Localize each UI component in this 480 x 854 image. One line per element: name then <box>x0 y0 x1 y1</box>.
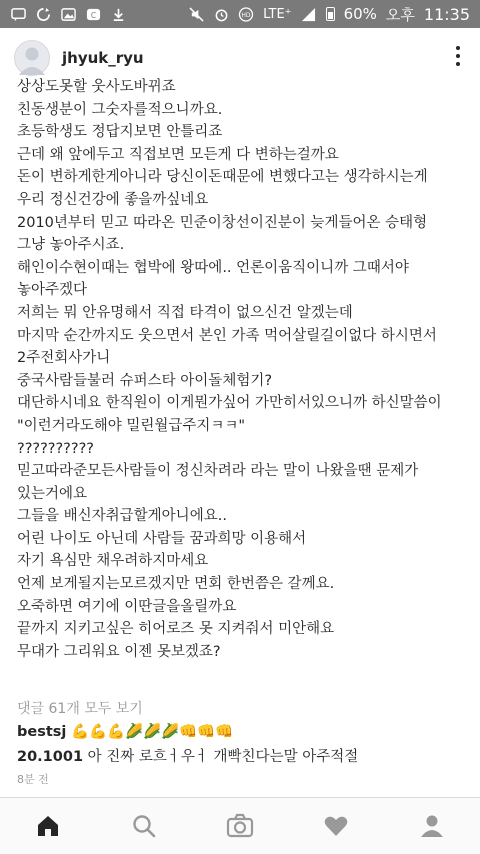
caption-line: 해인이수현이때는 협박에 왕따에.. 언론이움직이니까 그때서야 <box>17 259 409 276</box>
cafe-icon <box>85 6 101 22</box>
comment-text: 💪💪💪🌽🌽🌽👊👊👊 <box>71 724 234 740</box>
caption-line: 그냥 놓아주시죠. <box>17 237 125 254</box>
caption-line: 중국사람들불러 슈퍼스타 아이돌체험기? <box>17 372 273 389</box>
comment-item <box>17 745 358 766</box>
caption-line: 믿고따라준모든사람들이 정신차려라 라는 말이 나왔을땐 문제가 <box>17 463 419 480</box>
svg-text:HD: HD <box>241 11 251 19</box>
caption-line: 2주전회사가니 <box>17 350 111 367</box>
mute-icon <box>188 6 204 22</box>
camera-icon[interactable] <box>220 806 260 846</box>
caption-line: 돈이 변하게한게아니라 당신이돈때문에 변했다고는 생각하시는게 <box>17 169 428 186</box>
post-timestamp: 8분 전 <box>17 773 49 786</box>
signal-icon <box>301 6 317 22</box>
hd-icon <box>238 6 254 22</box>
network-type: LTE⁺ <box>263 6 292 22</box>
home-icon[interactable] <box>28 806 68 846</box>
caption-line: 자기 욕심만 채우려하지마세요 <box>17 553 209 570</box>
caption-line: 저희는 뭐 안유명해서 직접 타격이 없으신건 알겠는데 <box>17 304 353 321</box>
caption-line: 마지막 순간까지도 웃으면서 본인 가족 먹어살릴길이없다 하시면서 <box>17 327 437 344</box>
caption-line: 친동생분이 그숫자를적으니까요. <box>17 101 223 118</box>
post-caption <box>0 79 480 703</box>
message-icon <box>10 6 26 22</box>
default-avatar-icon <box>15 41 49 75</box>
caption-line: 그들을 배신자취급할게아니에요.. <box>17 508 227 525</box>
caption-line: 대단하시네요 한직원이 이게뭔가싶어 가만히서있으니까 하신말씀이 <box>17 395 442 412</box>
view-all-comments-link[interactable]: 댓글 61개 모두 보기 <box>17 701 143 717</box>
search-icon[interactable] <box>124 806 164 846</box>
status-bar <box>0 0 480 28</box>
caption-line: 있는거에요 <box>17 485 88 502</box>
sync-icon <box>35 6 51 22</box>
comment-text: 아 진짜 로흐ㅓ우ㅓ 개빡친다는말 아주적절 <box>87 749 359 765</box>
caption-line: 우리 정신건강에 좋을까싶네요 <box>17 191 209 208</box>
post-username[interactable]: jhyuk_ryu <box>62 49 144 67</box>
caption-line: 무대가 그리워요 이젠 못보겠죠? <box>17 643 221 660</box>
comment-username[interactable]: bestsj <box>17 724 67 740</box>
caption-line: 어린 나이도 아닌데 사람들 꿈과희망 이용해서 <box>17 530 307 547</box>
alarm-icon <box>213 6 229 22</box>
clock-ampm: 오후 <box>385 5 415 24</box>
heart-icon[interactable] <box>316 806 356 846</box>
caption-line: 초등학생도 정답지보면 안틀리죠 <box>17 124 223 141</box>
caption-line: ?????????? <box>17 440 94 457</box>
caption-line: 놓아주겠다 <box>17 282 88 299</box>
caption-line: 끝까지 지키고싶은 히어로즈 못 지켜줘서 미안해요 <box>17 621 335 638</box>
caption-line: "이런거라도해야 밀린월급주지ㅋㅋ" <box>17 417 246 434</box>
bottom-navigation <box>0 797 480 854</box>
avatar[interactable] <box>14 40 50 76</box>
clock: 11:35 <box>423 4 470 24</box>
caption-line: 2010년부터 믿고 따라온 민준이창선이진분이 늦게들어온 승태형 <box>17 214 428 231</box>
caption-line: 근데 왜 앞에두고 직접보면 모든게 다 변하는걸까요 <box>17 146 339 163</box>
battery-percentage: 60% <box>343 5 377 23</box>
caption-line: 상상도못할 웃사도바뀌죠 <box>17 79 176 95</box>
gallery-icon <box>60 6 76 22</box>
comment-username[interactable]: 20.1001 <box>17 749 84 765</box>
battery-icon <box>326 7 335 21</box>
more-options-icon[interactable] <box>456 46 460 66</box>
profile-icon[interactable] <box>412 806 452 846</box>
caption-line: 오죽하면 여기에 이딴글을올릴까요 <box>17 598 237 615</box>
svg-text:C: C <box>90 10 96 20</box>
comment-item <box>17 723 234 740</box>
caption-line: 언제 보게될지는모르겠지만 면회 한번쯤은 갈께요. <box>17 576 335 593</box>
download-icon <box>110 6 126 22</box>
